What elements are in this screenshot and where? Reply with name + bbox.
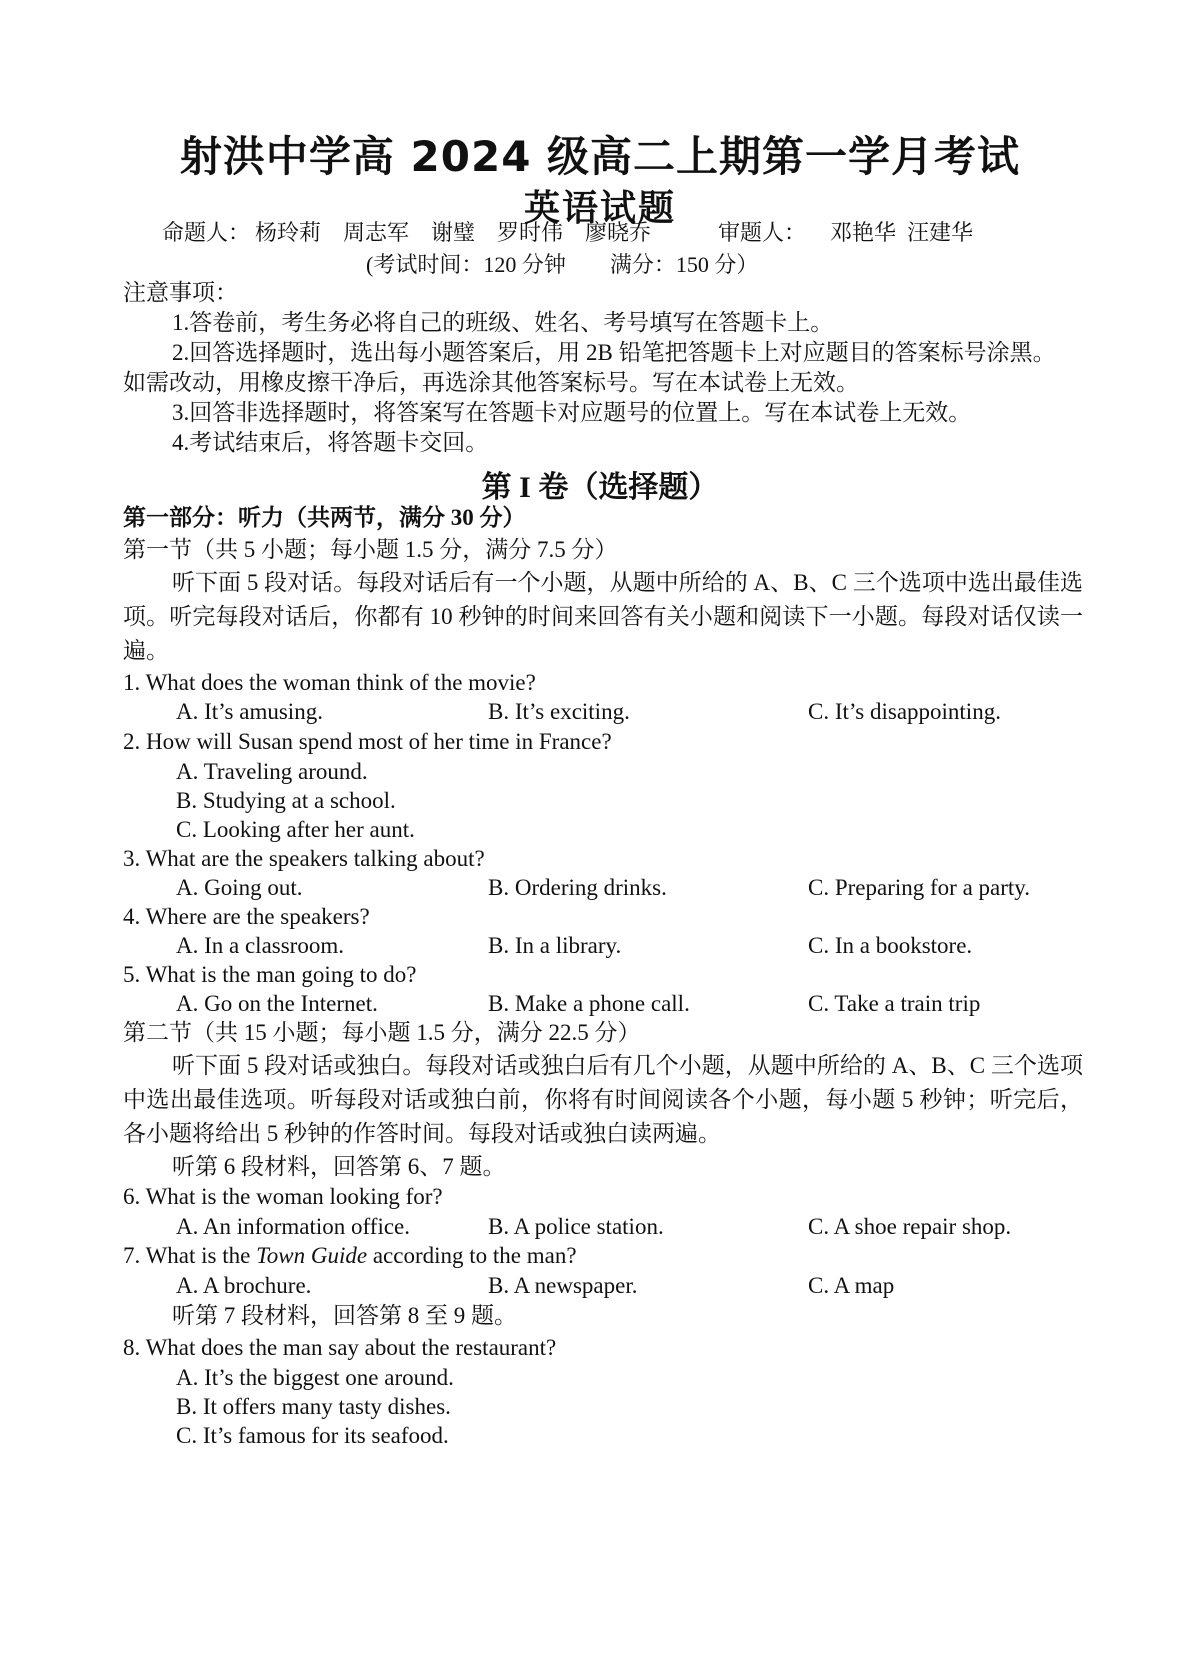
option-b: B. Make a phone call.: [488, 991, 690, 1016]
question-stem: 8. What does the man say about the restaurant?: [123, 1335, 557, 1360]
option-b: B. A police station.: [488, 1214, 664, 1239]
town-guide-title: Town Guide: [256, 1243, 368, 1268]
option-b: B. A newspaper.: [488, 1273, 638, 1298]
option-a: A. It’s the biggest one around.: [176, 1365, 454, 1390]
note-item: 3.回答非选择题时，将答案写在答题卡对应题号的位置上。写在本试卷上无效。: [172, 400, 972, 425]
question-stem: 1. What does the woman think of the movie?: [123, 670, 536, 695]
question-stem: 2. How will Susan spend most of her time in France?: [123, 729, 612, 754]
option-b: B. It offers many tasty dishes.: [176, 1394, 451, 1419]
option-a: A. Going out.: [176, 875, 303, 900]
exam-info: (考试时间：120 分钟 满分：150 分）: [366, 252, 759, 277]
option-c: C. Take a train trip: [808, 991, 981, 1016]
note-item: 如需改动，用橡皮擦干净后，再选涂其他答案标号。写在本试卷上无效。: [123, 370, 859, 395]
part1-heading: 第一部分：听力（共两节，满分 30 分）: [123, 505, 526, 530]
question-stem-pre: 7. What is the: [123, 1243, 257, 1268]
option-a: A. An information office.: [176, 1214, 410, 1239]
reviewers: 邓艳华 汪建华: [830, 220, 974, 245]
section2-heading: 第二节（共 15 小题；每小题 1.5 分，满分 22.5 分）: [123, 1020, 641, 1045]
option-b: B. Studying at a school.: [176, 788, 396, 813]
option-c: C. Preparing for a party.: [808, 875, 1031, 900]
notes-heading: 注意事项：: [123, 280, 238, 305]
option-c: C. A shoe repair shop.: [808, 1214, 1012, 1239]
question-stem-post: according to the man?: [367, 1243, 577, 1268]
option-a: A. Go on the Internet.: [176, 991, 378, 1016]
option-b: B. It’s exciting.: [488, 699, 630, 724]
note-item: 2.回答选择题时，选出每小题答案后，用 2B 铅笔把答题卡上对应题目的答案标号涂黑。: [172, 340, 1056, 365]
material-note: 听第 6 段材料，回答第 6、7 题。: [172, 1154, 506, 1179]
option-a: A. Traveling around.: [176, 759, 368, 784]
question-stem: 4. Where are the speakers?: [123, 904, 370, 929]
exam-title: 射洪中学高 2024 级高二上期第一学月考试: [179, 132, 1021, 181]
question-stem: [123, 1241, 577, 1271]
option-c: C. It’s famous for its seafood.: [176, 1423, 449, 1448]
note-item: 1.答卷前，考生务必将自己的班级、姓名、考号填写在答题卡上。: [172, 310, 834, 335]
reviewers-label: 审题人：: [718, 220, 807, 245]
option-a: A. It’s amusing.: [176, 699, 323, 724]
volume-title: 第 I 卷（选择题）: [481, 471, 719, 504]
option-c: C. It’s disappointing.: [808, 699, 1001, 724]
question-stem: 5. What is the man going to do?: [123, 962, 417, 987]
section1-instructions: 听下面 5 段对话。每段对话后有一个小题，从题中所给的 A、B、C 三个选项中选出最佳选项。听完每段对话后，你都有 10 秒钟的时间来回答有关小题和阅读下一小题。每段对话仅读一遍。: [123, 570, 1083, 663]
option-c: C. In a bookstore.: [808, 933, 973, 958]
option-a: A. A brochure.: [176, 1273, 312, 1298]
option-c: C. Looking after her aunt.: [176, 817, 415, 842]
material-note: 听第 7 段材料，回答第 8 至 9 题。: [172, 1303, 517, 1328]
authors: 杨玲莉 周志军 谢璧 罗时伟 廖晓乔: [255, 220, 652, 245]
section2-instructions: 听下面 5 段对话或独白。每段对话或独白后有几个小题，从题中所给的 A、B、C 三个选项中选出最佳选项。听每段对话或独白前，你将有时间阅读各个小题，每小题 5 秒钟；听完后，各小题将给出 5 秒钟的作答时间。每段对话或独白读两遍。: [123, 1053, 1083, 1146]
question-stem: 3. What are the speakers talking about?: [123, 846, 485, 871]
section1-heading: 第一节（共 5 小题；每小题 1.5 分，满分 7.5 分）: [123, 537, 618, 562]
option-c: C. A map: [808, 1273, 895, 1298]
option-b: B. Ordering drinks.: [488, 875, 667, 900]
question-stem: 6. What is the woman looking for?: [123, 1184, 443, 1209]
option-b: B. In a library.: [488, 933, 622, 958]
option-a: A. In a classroom.: [176, 933, 344, 958]
exam-subtitle: 英语试题: [523, 188, 676, 229]
authors-label: 命题人：: [162, 220, 251, 245]
note-item: 4.考试结束后，将答题卡交回。: [172, 430, 489, 455]
